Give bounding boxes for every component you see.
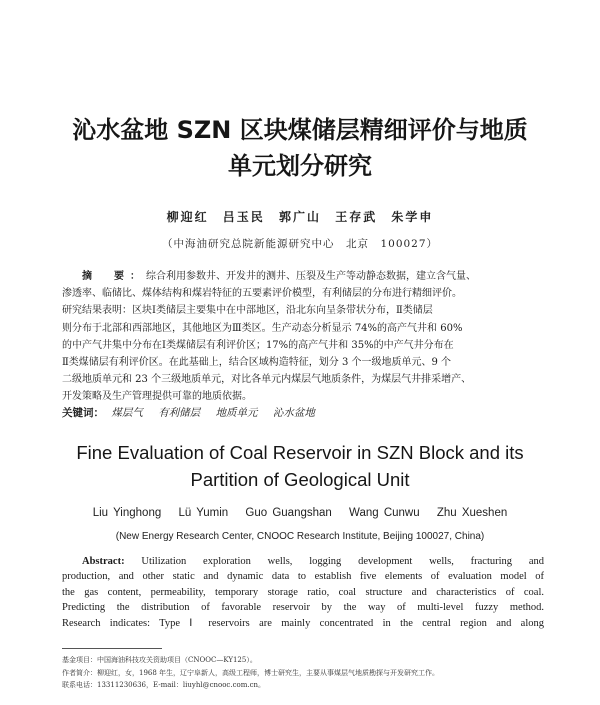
chinese-abstract-line: Ⅱ类煤储层有利评价区。在此基础上，结合区域构造特征，划分 3 个一级地质单元、9 个 — [62, 357, 452, 369]
chinese-keywords-label: 关键词： — [62, 407, 104, 419]
chinese-abstract-line: 则分布于北部和西部地区，其他地区为Ⅲ类区。生产动态分析显示 74%的高产气井和 60% — [62, 322, 463, 334]
english-author: Liu Yinghong — [92, 507, 162, 519]
keyword: 有利储层 — [158, 407, 201, 419]
english-author: Wang Cunwu — [349, 507, 420, 519]
english-abstract-line: production, and other static and dynamic data to establish five elements of evaluation model of — [62, 571, 544, 583]
keyword: 沁水盆地 — [272, 407, 315, 419]
keyword: 煤层气 — [111, 407, 143, 419]
footnote-funding: 基金项目：中国海油科技攻关资助项目（CNOOC—KY125）。 — [62, 656, 257, 664]
keyword: 地质单元 — [215, 407, 258, 419]
english-author: Guo Guangshan — [245, 507, 332, 519]
english-abstract-line: Abstract: Utilization exploration wells, logging development wells, fracturing and — [82, 556, 544, 567]
chinese-abstract-line: 研究结果表明：区块Ⅰ类储层主要集中在中部地区，沿北东向呈条带状分布，Ⅱ类储层 — [62, 305, 433, 317]
chinese-abstract-line: 二级地质单元和 23 个三级地质单元，对比各单元内煤层气地质条件，为煤层气井排采增产、 — [62, 374, 472, 386]
english-author: Zhu Xueshen — [436, 507, 508, 519]
chinese-author: 柳迎红 — [166, 210, 209, 224]
english-title-line-2: Partition of Geological Unit — [190, 469, 410, 490]
chinese-abstract-line: 的中产气井集中分布在Ⅰ类煤储层有利评价区；17%的高产气井和 35%的中产气井分布在 — [62, 339, 454, 351]
chinese-abstract-label: 摘 要： — [82, 271, 146, 282]
english-abstract-line: the gas content, permeability, temporary storage ratio, coal structure and characteristics of coal. — [62, 586, 544, 598]
chinese-author: 朱学申 — [391, 210, 434, 224]
english-author: Lü Yumin — [178, 507, 229, 519]
chinese-title-line-2: 单元划分研究 — [228, 152, 372, 180]
footnotes — [62, 654, 552, 692]
chinese-abstract — [62, 268, 544, 406]
chinese-author: 王存武 — [335, 210, 378, 224]
chinese-author: 郭广山 — [278, 210, 321, 224]
english-abstract-line: Research indicates: Type Ⅰ reservoirs are mainly concentrated in the central region and along — [62, 617, 544, 629]
footnote-author-bio: 作者简介：柳迎红，女，1968 年生，辽宁阜新人，高级工程师，博士研究生，主要从事煤层气地质勘探与开发研究工作。 — [62, 668, 440, 677]
english-author-list — [40, 507, 560, 519]
english-abstract-label: Abstract: — [82, 556, 125, 567]
english-affiliation: (New Energy Research Center, CNOOC Research Institute, Beijing 100027, China) — [115, 531, 485, 542]
footnote-divider — [62, 648, 162, 649]
chinese-author: 吕玉民 — [222, 210, 265, 224]
english-title-line-1: Fine Evaluation of Coal Reservoir in SZN Block and its — [76, 442, 524, 463]
chinese-abstract-line: 渗透率、临储比、煤体结构和煤岩特征的五要素评价模型，有利储层的分布进行精细评价。 — [62, 288, 462, 300]
chinese-title-line-1: 沁水盆地 SZN 区块煤储层精细评价与地质 — [72, 116, 528, 144]
footnote-contact: 联系电话：13311230636，E-mail：liuyhl@cnooc.com.cn。 — [62, 681, 265, 689]
english-abstract-line: Predicting the distribution of favorable reservoir by the way of multi-level fuzzy method. — [62, 602, 544, 614]
chinese-abstract-line: 摘 要：综合利用参数井、开发井的测井、压裂及生产等动静态数据，建立含气量、 — [82, 271, 476, 282]
chinese-abstract-line: 开发策略及生产管理提供可靠的地质依据。 — [62, 391, 252, 403]
english-abstract — [62, 554, 544, 631]
chinese-keywords — [62, 405, 544, 420]
chinese-affiliation: （中海油研究总院新能源研究中心 北京 100027） — [161, 238, 439, 250]
chinese-author-list — [60, 208, 540, 225]
